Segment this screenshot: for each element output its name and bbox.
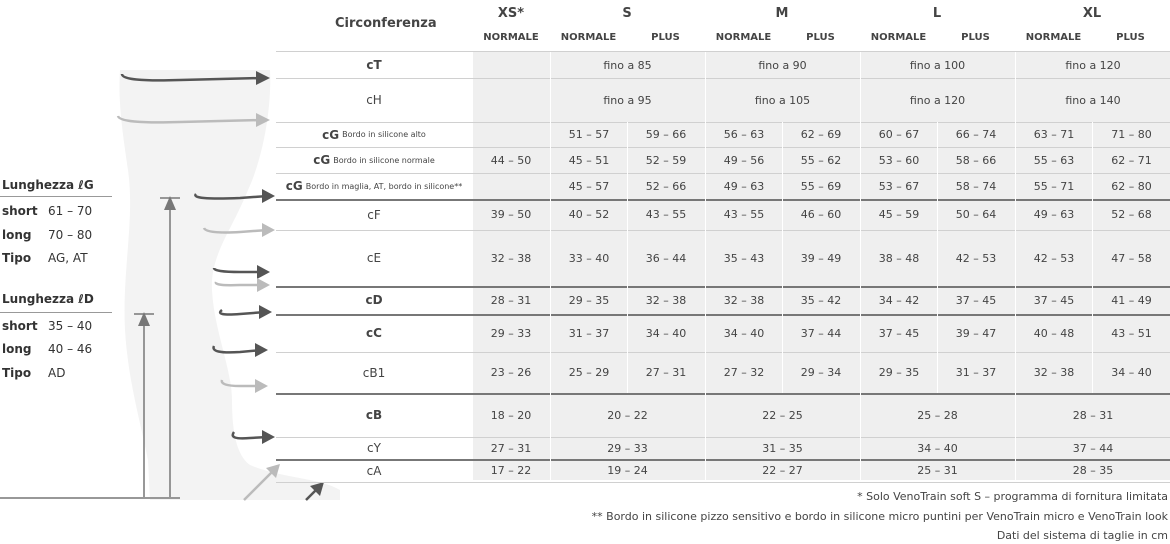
size-s: S [622,6,632,21]
row-label-text: cY [367,441,381,455]
table-cell: 58 – 66 [937,147,1014,173]
table-cell: 43 – 55 [627,199,704,230]
table-cell: 29 – 34 [782,352,859,393]
row-label-cg [276,122,472,147]
sub-s-plus: PLUS [651,32,680,43]
table-cell: 18 – 20 [490,408,532,422]
row-label-cd [276,286,472,314]
table-cell: 38 – 48 [860,230,937,286]
row-label-text: cD [365,293,383,307]
table-cell: 34 – 40 [705,314,782,352]
table-cell: fino a 90 [705,52,859,78]
g-long-value: 70 – 80 [48,228,93,242]
row-label-text: cG [322,127,340,142]
table-cell: 32 – 38 [490,251,532,265]
table-cell: 40 – 52 [550,199,627,230]
table-cell: 32 – 38 [1015,352,1092,393]
table-cell [473,122,549,147]
table-cell: 59 – 66 [627,122,704,147]
table-cell: 34 – 40 [860,437,1014,459]
table-cell: 42 – 53 [1015,230,1092,286]
row-label-cb [276,393,472,437]
table-cell: 28 – 31 [490,293,532,307]
table-cell: fino a 95 [550,78,704,122]
d-type-label: Tipo [2,366,32,380]
table-cell: 29 – 35 [550,286,627,314]
row-label-cy [276,437,472,459]
row-label-ct [276,52,472,78]
table-cell: fino a 120 [860,78,1014,122]
table-cell: fino a 120 [1015,52,1170,78]
table-cell: 71 – 80 [1092,122,1170,147]
row-label-text: cH [366,93,382,107]
row-rule [276,482,1170,483]
table-cell: 60 – 67 [860,122,937,147]
table-cell: fino a 140 [1015,78,1170,122]
table-cell: 37 – 45 [937,286,1014,314]
circumference-header: Circonferenza [335,16,437,31]
table-cell: 17 – 22 [490,464,532,477]
table-cell: 28 – 35 [1015,459,1170,482]
table-cell: 37 – 45 [860,314,937,352]
table-cell: 62 – 71 [1092,147,1170,173]
table-cell: 39 – 49 [782,230,859,286]
table-cell: 23 – 26 [490,366,532,379]
header-rule [276,51,1170,52]
table-cell: 39 – 47 [937,314,1014,352]
row-label-cb1 [276,352,472,393]
d-type-value: AD [48,366,66,380]
row-label-text: cG [285,179,303,193]
table-cell: 27 – 31 [490,441,532,455]
g-short-label: short [2,204,38,218]
table-cell: 28 – 31 [1015,393,1170,437]
table-cell: 31 – 35 [705,437,859,459]
sub-l-normale: NORMALE [870,32,927,43]
table-cell: 46 – 60 [782,199,859,230]
table-cell: 43 – 51 [1092,314,1170,352]
table-cell: 43 – 55 [705,199,782,230]
table-cell: 49 – 56 [705,147,782,173]
row-label-text: cT [366,58,382,72]
table-cell: 34 – 40 [1092,352,1170,393]
row-label-ca [276,459,472,482]
table-cell: 27 – 31 [627,352,704,393]
row-label-cg [276,173,472,199]
table-cell: 31 – 37 [937,352,1014,393]
table-cell: 37 – 44 [1015,437,1170,459]
length-d-title: Lunghezza ℓD [2,292,94,306]
table-cell: 53 – 60 [860,147,937,173]
table-cell: 49 – 63 [705,173,782,199]
table-cell: 25 – 28 [860,393,1014,437]
table-cell: 49 – 63 [1015,199,1092,230]
table-cell: 19 – 24 [550,459,704,482]
row-label-text: cE [366,251,382,265]
table-cell: 62 – 80 [1092,173,1170,199]
table-cell: 63 – 71 [1015,122,1092,147]
table-cell: 27 – 32 [705,352,782,393]
row-label-ce [276,230,472,286]
table-cell: fino a 100 [860,52,1014,78]
table-cell: 32 – 38 [705,286,782,314]
row-label-text: cB [365,408,383,422]
row-label-text: cB1 [362,365,386,380]
d-short-label: short [2,319,38,333]
footnote-silicone: ** Bordo in silicone pizzo sensitivo e bordo in silicone micro puntini per VenoTrain micro e VenoTrain look [591,510,1168,523]
table-cell: 40 – 48 [1015,314,1092,352]
sub-m-plus: PLUS [806,32,835,43]
table-cell: 35 – 43 [705,230,782,286]
table-cell: fino a 105 [705,78,859,122]
table-cell: 25 – 31 [860,459,1014,482]
table-cell: 62 – 69 [782,122,859,147]
row-label-note: Bordo in silicone alto [342,130,426,139]
row-label-cg [276,147,472,173]
table-cell: 51 – 57 [550,122,627,147]
table-cell: 20 – 22 [550,393,704,437]
table-cell: 36 – 44 [627,230,704,286]
table-cell: fino a 85 [550,52,704,78]
table-cell: 47 – 58 [1092,230,1170,286]
table-cell: 55 – 62 [782,147,859,173]
table-cell: 44 – 50 [490,153,532,167]
table-cell: 39 – 50 [490,208,532,221]
table-cell: 50 – 64 [937,199,1014,230]
table-cell: 45 – 57 [550,173,627,199]
length-g-title: Lunghezza ℓG [2,178,94,192]
sub-xs-normale: NORMALE [483,32,539,43]
table-cell: 35 – 42 [782,286,859,314]
table-cell: 42 – 53 [937,230,1014,286]
table-cell: 52 – 66 [627,173,704,199]
size-l: L [932,6,942,21]
sub-l-plus: PLUS [961,32,990,43]
sub-xl-normale: NORMALE [1025,32,1082,43]
g-type-value: AG, AT [48,251,88,265]
table-cell [473,52,549,78]
row-label-cf [276,199,472,230]
table-cell: 33 – 40 [550,230,627,286]
table-cell: 52 – 59 [627,147,704,173]
footnote-xs: * Solo VenoTrain soft S – programma di fornitura limitata [857,490,1168,503]
row-label-note: Bordo in silicone normale [333,155,435,165]
g-short-value: 61 – 70 [48,204,93,218]
size-xl: XL [1082,6,1102,21]
sub-xl-plus: PLUS [1116,32,1145,43]
table-cell: 37 – 44 [782,314,859,352]
size-m: M [775,6,789,21]
footnote-units: Dati del sistema di taglie in cm [996,529,1168,542]
table-cell: 45 – 51 [550,147,627,173]
row-label-text: cG [313,153,331,167]
d-short-value: 35 – 40 [48,319,93,333]
table-cell: 41 – 49 [1092,286,1170,314]
row-label-text: cA [366,463,382,478]
g-long-label: long [2,228,32,242]
table-cell: 52 – 68 [1092,199,1170,230]
row-label-note: Bordo in maglia, AT, bordo in silicone** [305,181,463,191]
table-cell: 22 – 27 [705,459,859,482]
d-long-label: long [2,342,32,356]
table-cell: 53 – 67 [860,173,937,199]
table-cell: 45 – 59 [860,199,937,230]
sub-m-normale: NORMALE [715,32,772,43]
d-long-value: 40 – 46 [48,342,93,356]
table-cell: 66 – 74 [937,122,1014,147]
table-cell: 31 – 37 [550,314,627,352]
table-cell: 32 – 38 [627,286,704,314]
table-cell: 29 – 33 [490,326,532,340]
row-label-text: cC [366,326,382,340]
row-label-ch [276,78,472,122]
table-cell: 37 – 45 [1015,286,1092,314]
table-cell: 55 – 69 [782,173,859,199]
table-cell: 29 – 33 [550,437,704,459]
table-cell: 56 – 63 [705,122,782,147]
table-cell: 34 – 40 [627,314,704,352]
table-cell: 34 – 42 [860,286,937,314]
size-xs: XS* [497,6,525,21]
table-cell: 55 – 71 [1015,173,1092,199]
table-cell [473,173,549,199]
table-cell: 55 – 63 [1015,147,1092,173]
g-type-label: Tipo [2,251,32,265]
table-cell [473,78,549,122]
row-label-cc [276,314,472,352]
table-cell: 22 – 25 [705,393,859,437]
table-cell: 58 – 74 [937,173,1014,199]
sub-s-normale: NORMALE [560,32,617,43]
table-cell: 29 – 35 [860,352,937,393]
table-cell: 25 – 29 [550,352,627,393]
row-label-text: cF [367,207,381,222]
